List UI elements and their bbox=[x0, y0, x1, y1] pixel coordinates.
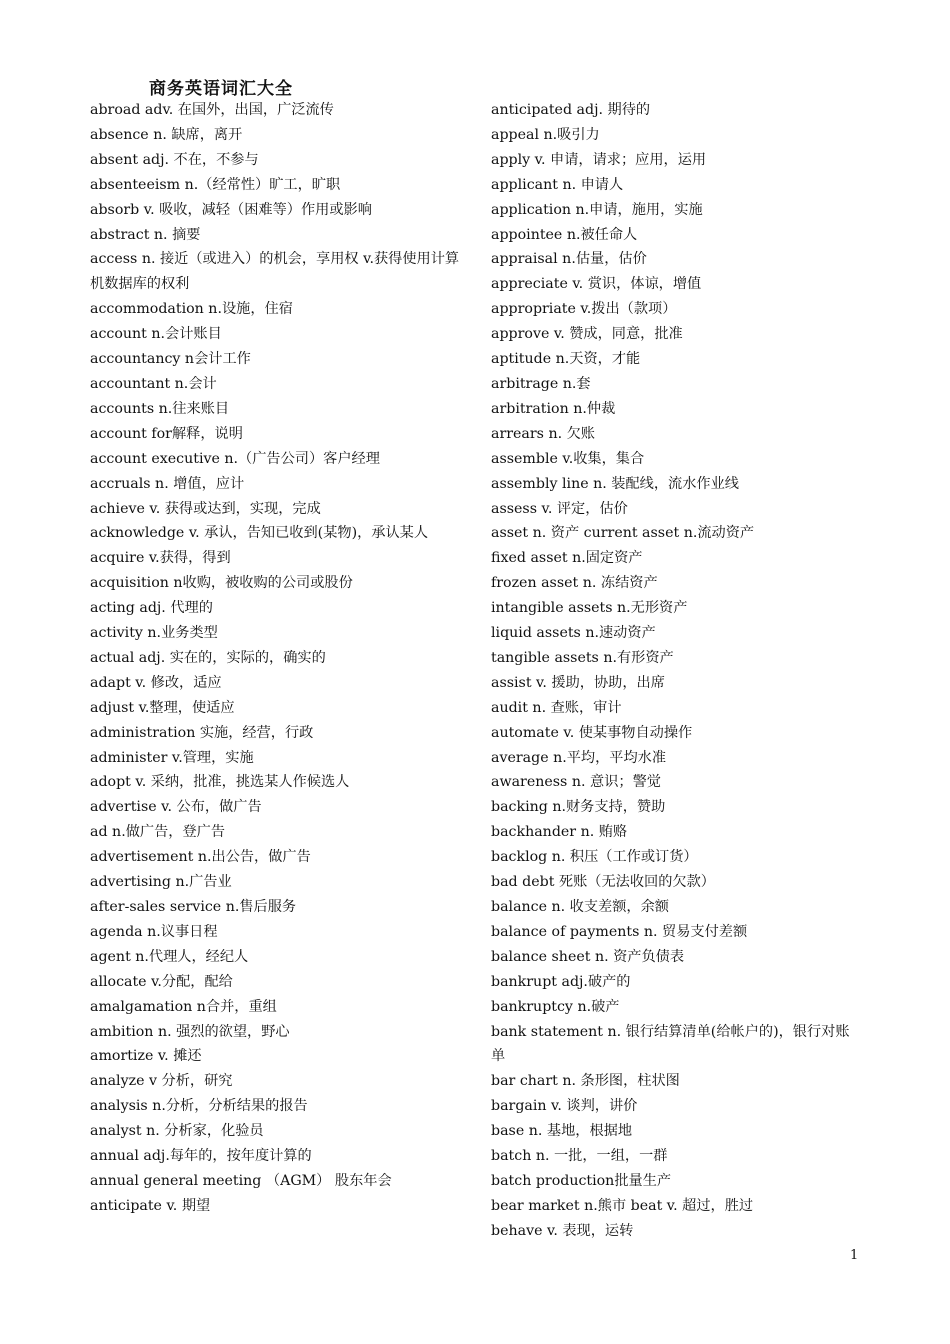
glossary-entry: batch production批量生产 bbox=[491, 1172, 672, 1189]
glossary-entry: activity n.业务类型 bbox=[90, 625, 218, 642]
glossary-entry: bad debt 死账（无法收回的欠款） bbox=[491, 874, 715, 891]
glossary-entry: ambition n. 强烈的欲望，野心 bbox=[90, 1023, 290, 1040]
glossary-entry: application n.申请，施用，实施 bbox=[491, 201, 703, 218]
glossary-entry: bargain v. 谈判，讲价 bbox=[491, 1098, 638, 1115]
glossary-entry: advertise v. 公布，做广告 bbox=[90, 799, 262, 816]
glossary-entry: anticipated adj. 期待的 bbox=[491, 102, 651, 118]
glossary-entry: approve v. 赞成，同意，批准 bbox=[491, 326, 683, 343]
glossary-entry: adjust v.整理，使适应 bbox=[90, 699, 235, 716]
right-column bbox=[491, 98, 871, 1244]
glossary-entry: acknowledge v. 承认，告知已收到(某物)，承认某人 bbox=[90, 525, 429, 542]
glossary-entry: balance sheet n. 资产负债表 bbox=[491, 948, 685, 965]
glossary-entry: aptitude n.天资，才能 bbox=[491, 351, 641, 368]
glossary-entry: account for解释，说明 bbox=[90, 425, 243, 442]
glossary-entry: balance n. 收支差额，余额 bbox=[491, 899, 669, 915]
glossary-entry: backhander n. 贿赂 bbox=[491, 824, 628, 841]
glossary-entry: appraisal n.估量，估价 bbox=[491, 251, 647, 268]
glossary-entry: bear market n.熊市 beat v. 超过，胜过 bbox=[491, 1197, 754, 1214]
glossary-entry: assist v. 援助，协助，出席 bbox=[491, 674, 665, 691]
glossary-entry: administer v.管理，实施 bbox=[90, 749, 254, 766]
glossary-entry: accountancy n会计工作 bbox=[90, 351, 251, 368]
glossary-entry: audit n. 查账，审计 bbox=[491, 699, 622, 716]
glossary-entry: analyst n. 分析家，化验员 bbox=[90, 1123, 264, 1140]
glossary-entry: liquid assets n.速动资产 bbox=[491, 625, 656, 642]
glossary-entry: apply v. 申请，请求；应用，运用 bbox=[491, 151, 707, 168]
document-title: 商务英语词汇大全 bbox=[149, 79, 293, 99]
glossary-entry: adapt v. 修改，适应 bbox=[90, 674, 222, 691]
glossary-entry: advertisement n.出公告，做广告 bbox=[90, 849, 311, 866]
glossary-entry: amortize v. 摊还 bbox=[90, 1048, 202, 1065]
glossary-entry: base n. 基地，根据地 bbox=[491, 1123, 633, 1140]
glossary-entry: backing n.财务支持，赞助 bbox=[491, 799, 666, 816]
left-column bbox=[90, 98, 470, 1219]
glossary-entry: tangible assets n.有形资产 bbox=[491, 649, 674, 666]
glossary-entry: agent n.代理人，经纪人 bbox=[90, 948, 249, 965]
glossary-entry: adopt v. 采纳，批准，挑选某人作候选人 bbox=[90, 774, 350, 791]
glossary-entry: accountant n.会计 bbox=[90, 375, 217, 392]
glossary-entry: abroad adv. 在国外，出国，广泛流传 bbox=[90, 102, 334, 118]
glossary-entry: awareness n. 意识；警觉 bbox=[491, 774, 661, 791]
glossary-entry: arrears n. 欠账 bbox=[491, 425, 595, 442]
glossary-entry: acting adj. 代理的 bbox=[90, 600, 213, 617]
glossary-entry: ad n.做广告，登广告 bbox=[90, 824, 226, 841]
glossary-entry: absent adj. 不在，不参与 bbox=[90, 151, 259, 168]
glossary-entry: actual adj. 实在的，实际的，确实的 bbox=[90, 649, 326, 666]
page-number: 1 bbox=[850, 1248, 859, 1263]
glossary-entry: advertising n.广告业 bbox=[90, 874, 232, 891]
glossary-entry: average n.平均，平均水准 bbox=[491, 749, 667, 766]
glossary-entry: achieve v. 获得或达到，实现，完成 bbox=[90, 500, 321, 517]
glossary-entry: automate v. 使某事物自动操作 bbox=[491, 724, 693, 741]
glossary-entry: behave v. 表现，运转 bbox=[491, 1222, 634, 1239]
glossary-entry: bar chart n. 条形图，柱状图 bbox=[491, 1073, 680, 1090]
glossary-entry: assembly line n. 装配线，流水作业线 bbox=[491, 475, 739, 492]
glossary-entry: balance of payments n. 贸易支付差额 bbox=[491, 923, 748, 940]
glossary-entry: bankruptcy n.破产 bbox=[491, 998, 620, 1015]
glossary-entry: analyze v 分析，研究 bbox=[90, 1073, 233, 1090]
glossary-entry: appreciate v. 赏识，体谅，增值 bbox=[491, 276, 702, 293]
glossary-entry: absence n. 缺席，离开 bbox=[90, 126, 243, 143]
glossary-entry: analysis n.分析，分析结果的报告 bbox=[90, 1098, 308, 1115]
glossary-entry: assess v. 评定，估价 bbox=[491, 500, 628, 517]
glossary-entry: fixed asset n.固定资产 bbox=[491, 550, 643, 567]
glossary-entry: applicant n. 申请人 bbox=[491, 176, 624, 193]
glossary-entry: account n.会计账目 bbox=[90, 326, 222, 343]
glossary-entry: appointee n.被任命人 bbox=[491, 226, 638, 243]
glossary-entry: agenda n.议事日程 bbox=[90, 923, 218, 940]
glossary-entry: backlog n. 积压（工作或订货） bbox=[491, 849, 698, 866]
glossary-entry: after-sales service n.售后服务 bbox=[90, 899, 297, 915]
glossary-entry: appeal n.吸引力 bbox=[491, 126, 600, 143]
glossary-entry: absenteeism n.（经常性）旷工，旷职 bbox=[90, 176, 341, 193]
glossary-entry: account executive n.（广告公司）客户经理 bbox=[90, 450, 380, 467]
glossary-entry: annual general meeting （AGM） 股东年会 bbox=[90, 1172, 392, 1189]
glossary-entry: allocate v.分配，配给 bbox=[90, 973, 233, 990]
glossary-entry: asset n. 资产 current asset n.流动资产 bbox=[491, 525, 755, 542]
glossary-entry: accruals n. 增值，应计 bbox=[90, 475, 245, 492]
glossary-entry: anticipate v. 期望 bbox=[90, 1197, 211, 1214]
glossary-entry: annual adj.每年的，按年度计算的 bbox=[90, 1148, 312, 1165]
glossary-entry: access n. 接近（或进入）的机会，享用权 v.获得使用计算机数据库的权利 bbox=[90, 251, 460, 293]
glossary-entry: batch n. 一批，一组，一群 bbox=[491, 1148, 668, 1165]
glossary-entry: accounts n.往来账目 bbox=[90, 400, 230, 417]
glossary-entry: bank statement n. 银行结算清单(给帐户的)，银行对账单 bbox=[491, 1023, 850, 1065]
glossary-entry: administration 实施，经营，行政 bbox=[90, 724, 314, 741]
glossary-entry: acquire v.获得，得到 bbox=[90, 550, 231, 567]
glossary-entry: acquisition n收购，被收购的公司或股份 bbox=[90, 575, 353, 592]
glossary-entry: intangible assets n.无形资产 bbox=[491, 600, 688, 617]
glossary-entry: arbitration n.仲裁 bbox=[491, 400, 616, 417]
glossary-entry: abstract n. 摘要 bbox=[90, 226, 201, 243]
glossary-entry: arbitrage n.套 bbox=[491, 375, 591, 392]
glossary-entry: frozen asset n. 冻结资产 bbox=[491, 575, 658, 592]
glossary-entry: amalgamation n合并，重组 bbox=[90, 998, 277, 1015]
glossary-entry: assemble v.收集，集合 bbox=[491, 450, 645, 467]
glossary-entry: appropriate v.拨出（款项） bbox=[491, 301, 677, 318]
glossary-entry: bankrupt adj.破产的 bbox=[491, 973, 631, 990]
glossary-entry: absorb v. 吸收，减轻（困难等）作用或影响 bbox=[90, 201, 372, 218]
glossary-entry: accommodation n.设施，住宿 bbox=[90, 301, 293, 318]
